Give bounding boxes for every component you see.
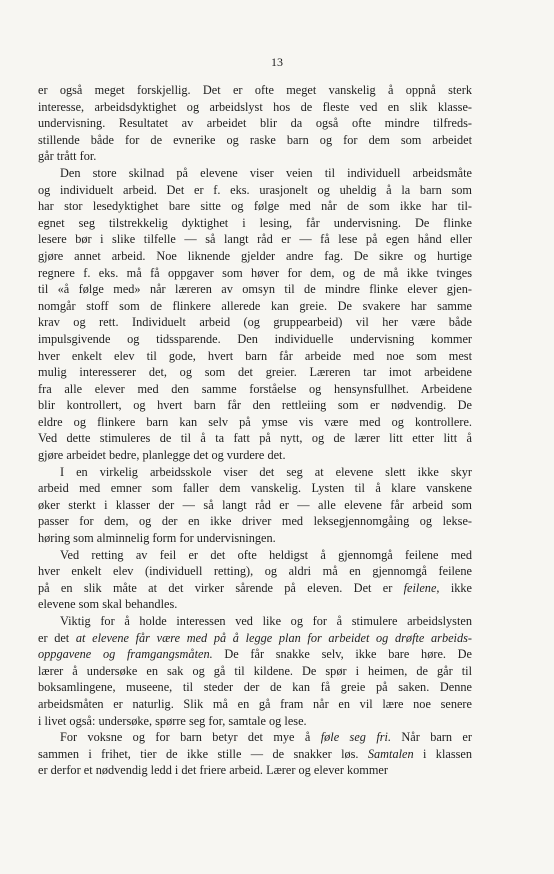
text-line: [38, 646, 472, 663]
text-run: interesse, arbeidsdyktighet og arbeidslyst hos de fleste ved en slik klasse-: [38, 99, 472, 114]
text-run: er det: [38, 630, 76, 645]
page-number: 13: [271, 55, 283, 69]
text-run: i livet også: undersøke, spørre seg for, samtale og lese.: [38, 713, 307, 728]
text-run: For voksne og for barn betyr det mye å: [60, 730, 321, 745]
text-line: [38, 82, 472, 99]
text-line: [38, 215, 472, 232]
text-run: og individuelt arbeid. Det er f. eks. urasjonelt og uheldig å la barn som: [38, 182, 472, 197]
text-line: [38, 198, 472, 215]
text-run: til «å følge med» når læreren av omsyn til de mindre flinke elever gjen-: [38, 282, 472, 297]
text-run: sammen i frihet, tier de ikke stille — de snakker løs.: [38, 746, 368, 761]
text-line: [38, 547, 472, 564]
text-line: [38, 148, 472, 165]
text-run: stillende både for de evnerike og raske barn og for dem som arbeidet: [38, 132, 472, 147]
body-text: [38, 82, 472, 779]
text-line: [38, 729, 472, 746]
text-line: [38, 746, 472, 763]
text-line: [38, 115, 472, 132]
emphasis-text: at elevene får være med på å legge plan for arbeidet og drøfte arbeids-: [75, 630, 472, 645]
text-run: arbeid med emner som faller dem vanskelig. Lysten til å klare vanskene: [38, 481, 472, 496]
text-line: [38, 464, 472, 481]
text-line: [38, 663, 472, 680]
text-run: blir kontrollert, og hvert barn får den rettleiing som er nødvendig. De: [38, 398, 472, 413]
text-run: I en virkelig arbeidsskole viser det seg at elevene slett ikke skyr: [60, 464, 472, 479]
text-line: [38, 513, 472, 530]
text-line: [38, 99, 472, 116]
text-run: gjøre annet arbeid. Noe liknende gjelder andre fag. De sikre og hurtige: [38, 248, 472, 263]
text-run: elevene som skal behandles.: [38, 597, 178, 612]
text-line: [38, 613, 472, 630]
text-run: går trått for.: [38, 149, 97, 164]
text-line: [38, 281, 472, 298]
text-line: [38, 165, 472, 182]
text-run: eldre og flinkere barn kan selv på ymse vis være med og kontrollere.: [38, 414, 472, 429]
text-run: fra alle elever med den samme forståelse og hensynsfullhet. Arbeidene: [38, 381, 472, 396]
text-run: hver enkelt elev til gode, hvert barn får arbeide med noe som mest: [38, 348, 472, 363]
text-run: Viktig for å holde interessen ved like og for å stimulere arbeidslysten: [60, 614, 472, 628]
text-line: [38, 348, 472, 365]
text-line: [38, 713, 472, 730]
text-run: arbeidsmåten er naturlig. Slik må en gå fram når en vil lære noe senere: [38, 696, 472, 711]
emphasis-text: føle seg fri.: [320, 730, 392, 745]
text-run: De får snakke selv, ikke bare høre. De: [212, 647, 472, 662]
text-line: [38, 430, 472, 447]
text-run: øker sterkt i klasser der — så langt råd er — alle elevene får arbeid som: [38, 497, 472, 512]
text-line: [38, 182, 472, 199]
text-run: Ved dette stimuleres de til å ta fatt på nytt, og de lærer litt etter litt å: [38, 431, 472, 446]
text-run: regnere f. eks. må få oppgaver som høver for dem, og de må ikke tvinges: [38, 265, 472, 280]
text-run: boksamlingene, museene, til steder der de kan få greie på saken. Denne: [38, 680, 472, 695]
text-run: nomgår stoff som de flinkere allerede kan greie. De svakere har samme: [38, 298, 472, 313]
text-run: impulsgivende og tidssparende. Den individuelle undervisning kommer: [38, 331, 472, 346]
text-line: [38, 298, 472, 315]
text-line: [38, 414, 472, 431]
text-line: [38, 480, 472, 497]
text-line: [38, 265, 472, 282]
emphasis-text: oppgavene og framgangsmåten.: [38, 647, 213, 662]
text-line: [38, 364, 472, 381]
text-run: lesere bør i slike tilfelle — så langt råd er — få lese på egen hånd eller: [38, 232, 472, 247]
text-line: [38, 580, 472, 597]
text-run: Den store skilnad på elevene viser veien til individuell arbeidsmåte: [60, 165, 472, 180]
text-line: [38, 447, 472, 464]
text-line: [38, 132, 472, 149]
text-run: på en slik måte at det virker sårende på eleven. Det er: [38, 580, 404, 595]
text-line: [38, 248, 472, 265]
emphasis-text: feilene,: [403, 580, 440, 595]
text-line: [38, 696, 472, 713]
text-line: [38, 381, 472, 398]
text-line: [38, 596, 472, 613]
text-run: er også meget forskjellig. Det er ofte meget vanskelig å oppnå sterk: [38, 83, 472, 97]
text-line: [38, 397, 472, 414]
text-run: krav og rett. Individuelt arbeid (og gruppearbeid) vil her være både: [38, 315, 472, 330]
text-run: ikke: [439, 580, 472, 595]
text-line: [38, 497, 472, 514]
text-line: [38, 331, 472, 348]
text-run: lærer å undersøke en sak og gå til kildene. De spør i heimen, de går til: [38, 663, 472, 678]
text-run: er derfor et nødvendig ledd i det friere arbeid. Lærer og elever kommer: [38, 763, 388, 778]
text-run: i klassen: [413, 746, 472, 761]
text-run: gjøre arbeidet bedre, planlegge det og vurdere det.: [38, 448, 286, 463]
text-run: Ved retting av feil er det ofte heldigst å gjennomgå feilene med: [60, 547, 472, 562]
text-run: Når barn er: [391, 730, 472, 745]
text-line: [38, 762, 472, 779]
text-run: høring som alminnelig form for undervisningen.: [38, 531, 276, 546]
text-line: [38, 563, 472, 580]
text-run: undervisning. Resultatet av arbeidet blir da også ofte mindre tilfreds-: [38, 116, 472, 131]
emphasis-text: Samtalen: [367, 746, 414, 761]
text-run: hver enkelt elev (individuell retting), og aldri må en gjennomgå feilene: [38, 564, 472, 579]
text-run: har stor lesedyktighet bare sitte og følge med når de som ikke har til-: [38, 199, 472, 214]
text-line: [38, 679, 472, 696]
text-run: passer for dem, og der en ikke driver med leksegjennomgåing og lekse-: [38, 514, 472, 529]
text-run: egnet seg tilstrekkelig dyktighet i lesing, får undervisning. De flinke: [38, 215, 472, 230]
text-run: mulig interesserer det, og som det greier. Læreren tar imot arbeidene: [38, 365, 472, 380]
text-line: [38, 530, 472, 547]
text-line: [38, 231, 472, 248]
text-line: [38, 314, 472, 331]
text-line: [38, 630, 472, 647]
